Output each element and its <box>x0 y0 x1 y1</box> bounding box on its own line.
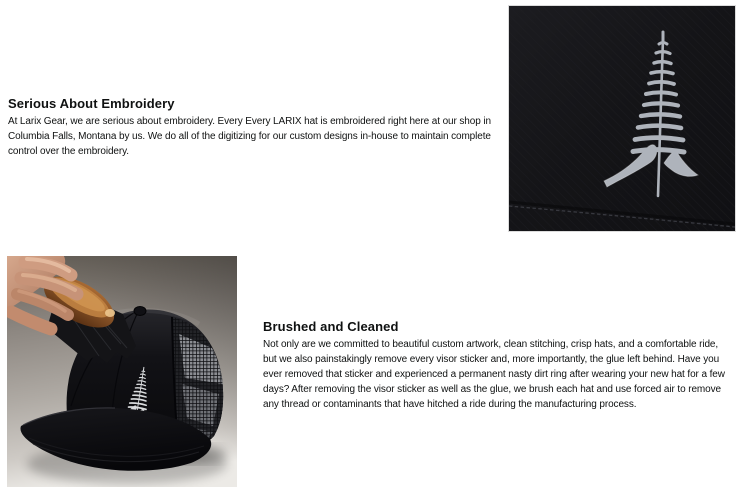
section-body-text: Not only are we committed to beautiful custom artwork, clean stitching, crisp hats, and a comfortable ride, but we also painstakingly remove every visor sticker and, more importantly, the glue left behind. Have you ever removed that sticker and experienced a permanent nasty dirt ring after wearing your new hat for a few days? After removing the visor sticker as well as the glue, we brush each hat and use forced air to remove any thread or contaminants that have hitched a ride during the manufacturing process. <box>263 339 725 410</box>
section-heading: Brushed and Cleaned <box>263 319 399 334</box>
section-body-text: At Larix Gear, we are serious about embroidery. Every Every LARIX hat is embroidered right here at our shop in Columbia Falls, Montana by us. We do all of the digitizing for our custom designs in-house to maintain complete control over the embroidery. <box>8 116 491 157</box>
embroidered-logo-image <box>509 6 735 231</box>
hat-and-brush-image <box>7 256 237 487</box>
section-heading: Serious About Embroidery <box>8 96 175 111</box>
embroidery-closeup-photo <box>508 5 736 232</box>
hat-top-button <box>134 307 146 316</box>
brushing-hat-photo <box>7 256 237 487</box>
